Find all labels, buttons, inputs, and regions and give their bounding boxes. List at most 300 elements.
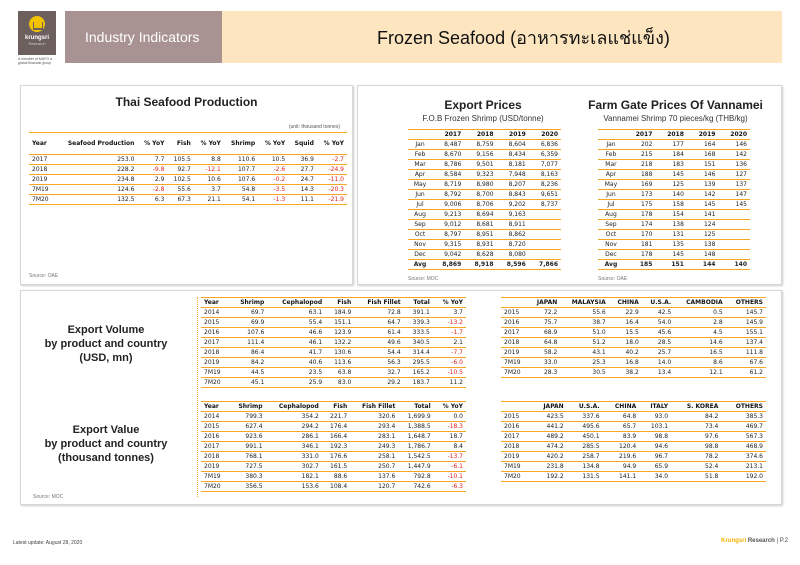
cell-value: 55.6 bbox=[560, 308, 608, 318]
cell-value: 33.0 bbox=[528, 358, 560, 368]
cell-value: 799.3 bbox=[229, 412, 266, 422]
cell-value: 42.5 bbox=[642, 308, 674, 318]
cell-value: 10.6 bbox=[194, 175, 224, 185]
row-label: 2018 bbox=[501, 442, 531, 452]
cell-value: 8,792 bbox=[432, 190, 464, 200]
cell-value: 7,077 bbox=[529, 160, 561, 170]
table-row bbox=[408, 170, 561, 180]
table-row bbox=[598, 210, 750, 220]
cell-value: 166.4 bbox=[322, 432, 350, 442]
cell-value: 63.1 bbox=[267, 308, 325, 318]
cell-value: 132.5 bbox=[55, 195, 138, 205]
cell-value: 137 bbox=[718, 180, 750, 190]
cell-value: 1,786.7 bbox=[398, 442, 433, 452]
cell-value: 6.3 bbox=[137, 195, 167, 205]
cell-value: 88.6 bbox=[322, 472, 350, 482]
table-row bbox=[408, 200, 561, 210]
cell-value: 54.4 bbox=[354, 348, 403, 358]
cell-value: 11.2 bbox=[433, 378, 466, 388]
table-row bbox=[408, 140, 561, 150]
cell-value: 249.3 bbox=[350, 442, 398, 452]
table-row bbox=[598, 240, 750, 250]
cell-value: 8,918 bbox=[464, 260, 496, 270]
production-unit: (unit: thousand tonnes) bbox=[288, 124, 340, 130]
farm-prices-title: Farm Gate Prices Of Vannamei bbox=[588, 98, 763, 112]
row-label: Jun bbox=[598, 190, 624, 200]
production-panel bbox=[20, 85, 353, 285]
cell-value: 8,931 bbox=[464, 240, 496, 250]
column-header bbox=[501, 402, 531, 412]
row-label: Avg bbox=[598, 260, 624, 270]
column-header: % YoY bbox=[433, 298, 466, 308]
cell-value: 68.9 bbox=[528, 328, 560, 338]
table-row bbox=[201, 452, 466, 462]
cell-value: 331.0 bbox=[266, 452, 322, 462]
cell-value: 83.0 bbox=[325, 378, 354, 388]
cell-value: 8,236 bbox=[529, 180, 561, 190]
row-label: 2017 bbox=[201, 338, 229, 348]
cell-value: 105.5 bbox=[167, 155, 193, 165]
table-row bbox=[201, 462, 466, 472]
cell-value: 146 bbox=[687, 170, 719, 180]
farm-prices-subtitle: Vannamei Shrimp 70 pieces/kg (THB/kg) bbox=[603, 114, 748, 123]
cell-value: 38.2 bbox=[609, 368, 642, 378]
column-header: Fish bbox=[167, 133, 193, 155]
table-row bbox=[598, 140, 750, 150]
row-label: 7M19 bbox=[501, 358, 528, 368]
cell-value: -7.7 bbox=[433, 348, 466, 358]
row-label: Dec bbox=[598, 250, 624, 260]
cell-value: 184.9 bbox=[325, 308, 354, 318]
cell-value: 253.0 bbox=[55, 155, 138, 165]
cell-value: -10.5 bbox=[433, 368, 466, 378]
cell-value bbox=[529, 240, 561, 250]
cell-value: 450.1 bbox=[567, 432, 603, 442]
cell-value: 145 bbox=[687, 200, 719, 210]
cell-value: 215 bbox=[624, 150, 656, 160]
row-label: 2016 bbox=[201, 432, 229, 442]
table-row bbox=[201, 472, 466, 482]
cell-value: 151.1 bbox=[325, 318, 354, 328]
cell-value: 123.9 bbox=[325, 328, 354, 338]
cell-value: 145.9 bbox=[726, 318, 766, 328]
cell-value: 2.8 bbox=[674, 318, 725, 328]
cell-value: 11.1 bbox=[288, 195, 317, 205]
cell-value: 92.7 bbox=[167, 165, 193, 175]
cell-value: 84.2 bbox=[671, 412, 721, 422]
logo-name: krungsri bbox=[24, 35, 49, 41]
row-label: Avg bbox=[408, 260, 432, 270]
cell-value: 63.8 bbox=[325, 368, 354, 378]
latest-update: Latest update: August 28, 2020 bbox=[13, 540, 83, 546]
cell-value: 67.3 bbox=[167, 195, 193, 205]
table-row bbox=[408, 160, 561, 170]
cell-value: -24.9 bbox=[317, 165, 347, 175]
row-label: Oct bbox=[408, 230, 432, 240]
cell-value: 45.6 bbox=[642, 328, 674, 338]
cell-value: 46.1 bbox=[267, 338, 325, 348]
table-row bbox=[598, 190, 750, 200]
cell-value: 64.8 bbox=[603, 412, 640, 422]
cell-value: 9,315 bbox=[432, 240, 464, 250]
cell-value: 221.7 bbox=[322, 412, 350, 422]
cell-value: 64.8 bbox=[528, 338, 560, 348]
cell-value: -21.9 bbox=[317, 195, 347, 205]
row-label: 2019 bbox=[501, 452, 531, 462]
cell-value: 8,843 bbox=[497, 190, 529, 200]
cell-value: 174 bbox=[624, 220, 656, 230]
cell-value: 293.4 bbox=[350, 422, 398, 432]
cell-value: 170 bbox=[624, 230, 656, 240]
cell-value: 51.8 bbox=[671, 472, 721, 482]
cell-value: 1,648.7 bbox=[398, 432, 433, 442]
export-volume-label-2: by product and country bbox=[44, 338, 168, 350]
cell-value: 258.7 bbox=[567, 452, 603, 462]
row-label: 2019 bbox=[501, 348, 528, 358]
table-row bbox=[501, 328, 766, 338]
cell-value: 9,156 bbox=[464, 150, 496, 160]
cell-value: 120.7 bbox=[350, 482, 398, 492]
cell-value: 73.4 bbox=[671, 422, 721, 432]
cell-value: 111.4 bbox=[229, 338, 267, 348]
cell-value: 374.6 bbox=[721, 452, 766, 462]
column-header: Shrimp bbox=[224, 133, 258, 155]
cell-value: -3.5 bbox=[258, 185, 288, 195]
export-value-product-table bbox=[201, 401, 466, 492]
cell-value: 130.6 bbox=[325, 348, 354, 358]
cell-value: 12.1 bbox=[674, 368, 725, 378]
cell-value: 8,487 bbox=[432, 140, 464, 150]
table-row bbox=[201, 308, 466, 318]
cell-value: 16.8 bbox=[609, 358, 642, 368]
row-label: 7M19 bbox=[29, 185, 55, 195]
column-header bbox=[501, 298, 528, 308]
cell-value: -20.3 bbox=[317, 185, 347, 195]
cell-value: 18.0 bbox=[609, 338, 642, 348]
cell-value: 61.2 bbox=[726, 368, 766, 378]
cell-value: 8,700 bbox=[464, 190, 496, 200]
cell-value: 9,501 bbox=[464, 160, 496, 170]
cell-value: -9.8 bbox=[137, 165, 167, 175]
cell-value: 173 bbox=[624, 190, 656, 200]
cell-value: 54.0 bbox=[642, 318, 674, 328]
cell-value: 285.5 bbox=[567, 442, 603, 452]
column-header: 2020 bbox=[529, 130, 561, 140]
cell-value: 103.1 bbox=[639, 422, 671, 432]
cell-value: 468.9 bbox=[721, 442, 766, 452]
cell-value: 231.8 bbox=[531, 462, 566, 472]
cell-value: 124.6 bbox=[55, 185, 138, 195]
cell-value: 2.9 bbox=[137, 175, 167, 185]
cell-value: 93.0 bbox=[639, 412, 671, 422]
cell-value: 23.5 bbox=[267, 368, 325, 378]
cell-value: 145.7 bbox=[726, 308, 766, 318]
cell-value: 4.5 bbox=[674, 328, 725, 338]
table-row bbox=[501, 318, 766, 328]
krungsri-emblem-icon bbox=[29, 16, 45, 32]
cell-value bbox=[529, 220, 561, 230]
cell-value: 8,980 bbox=[464, 180, 496, 190]
export-volume-product-table bbox=[201, 297, 466, 388]
cell-value: 7,866 bbox=[529, 260, 561, 270]
logo-sub: Research bbox=[28, 41, 46, 46]
export-value-label bbox=[21, 423, 191, 465]
cell-value: 135 bbox=[655, 240, 687, 250]
table-row bbox=[29, 165, 347, 175]
column-header: MALAYSIA bbox=[560, 298, 608, 308]
row-label: Jun bbox=[408, 190, 432, 200]
cell-value: 2.1 bbox=[433, 338, 466, 348]
cell-value: 125 bbox=[655, 180, 687, 190]
cell-value: 161.5 bbox=[322, 462, 350, 472]
cell-value: 178 bbox=[624, 210, 656, 220]
export-value-label-3: (thousand tonnes) bbox=[58, 452, 154, 464]
table-row bbox=[598, 220, 750, 230]
cell-value: 13.4 bbox=[642, 368, 674, 378]
cell-value: 96.7 bbox=[639, 452, 671, 462]
cell-value: 9,163 bbox=[497, 210, 529, 220]
cell-value: 102.5 bbox=[167, 175, 193, 185]
cell-value: -13.7 bbox=[434, 452, 466, 462]
cell-value: 140 bbox=[655, 190, 687, 200]
row-label: 7M19 bbox=[501, 462, 531, 472]
row-label: Dec bbox=[408, 250, 432, 260]
cell-value bbox=[718, 210, 750, 220]
table-row bbox=[501, 348, 766, 358]
export-volume-country-table bbox=[501, 297, 766, 378]
column-header: 2019 bbox=[687, 130, 719, 140]
cell-value: 139 bbox=[687, 180, 719, 190]
cell-value: 8,786 bbox=[432, 160, 464, 170]
cell-value: 65.9 bbox=[639, 462, 671, 472]
cell-value: 420.2 bbox=[531, 452, 566, 462]
export-prices-subtitle: F.O.B Frozen Shrimp (USD/tonne) bbox=[422, 114, 544, 123]
export-volume-label-3: (USD, mn) bbox=[79, 352, 133, 364]
table-row bbox=[501, 358, 766, 368]
cell-value: 113.6 bbox=[325, 358, 354, 368]
table-row bbox=[501, 452, 766, 462]
column-header: 2017 bbox=[624, 130, 656, 140]
export-value-country-table bbox=[501, 401, 766, 482]
cell-value: 169 bbox=[624, 180, 656, 190]
production-table bbox=[29, 132, 347, 205]
cell-value: 218 bbox=[624, 160, 656, 170]
cell-value: 9,012 bbox=[432, 220, 464, 230]
column-header: 2019 bbox=[497, 130, 529, 140]
table-row bbox=[598, 250, 750, 260]
cell-value: 141 bbox=[687, 210, 719, 220]
cell-value: 8,720 bbox=[497, 240, 529, 250]
cell-value bbox=[718, 220, 750, 230]
export-prices-source: Source: MOC bbox=[408, 276, 439, 282]
cell-value: 9,006 bbox=[432, 200, 464, 210]
table-row bbox=[201, 442, 466, 452]
cell-value: 792.8 bbox=[398, 472, 433, 482]
cell-value: 94.9 bbox=[603, 462, 640, 472]
cell-value: 40.6 bbox=[267, 358, 325, 368]
cell-value: 176.4 bbox=[322, 422, 350, 432]
table-row bbox=[408, 230, 561, 240]
cell-value: 41.7 bbox=[267, 348, 325, 358]
cell-value: 136 bbox=[718, 160, 750, 170]
prices-panel bbox=[357, 85, 782, 285]
column-header: Fish Fillet bbox=[354, 298, 403, 308]
table-row bbox=[598, 180, 750, 190]
cell-value: 991.1 bbox=[229, 442, 266, 452]
cell-value: 192.0 bbox=[721, 472, 766, 482]
cell-value: 283.1 bbox=[350, 432, 398, 442]
cell-value: 295.5 bbox=[404, 358, 433, 368]
row-label: 7M20 bbox=[501, 368, 528, 378]
cell-value: 28.3 bbox=[528, 368, 560, 378]
cell-value: 22.9 bbox=[609, 308, 642, 318]
cell-value: 21.1 bbox=[194, 195, 224, 205]
table-row bbox=[201, 482, 466, 492]
cell-value: 72.2 bbox=[528, 308, 560, 318]
exports-panel bbox=[20, 290, 782, 505]
cell-value: 8,737 bbox=[529, 200, 561, 210]
cell-value: 234.8 bbox=[55, 175, 138, 185]
farm-prices-table bbox=[598, 129, 750, 270]
row-label: 7M19 bbox=[201, 368, 229, 378]
cell-value: -6.3 bbox=[434, 482, 466, 492]
row-label: Sep bbox=[598, 220, 624, 230]
row-label: Apr bbox=[598, 170, 624, 180]
column-header: Year bbox=[29, 133, 55, 155]
cell-value: 49.6 bbox=[354, 338, 403, 348]
cell-value: 8,596 bbox=[497, 260, 529, 270]
row-label: 2016 bbox=[501, 422, 531, 432]
cell-value: 314.4 bbox=[404, 348, 433, 358]
section-header: Industry Indicators bbox=[65, 11, 222, 63]
cell-value: 1,542.5 bbox=[398, 452, 433, 462]
row-label: Feb bbox=[408, 150, 432, 160]
cell-value: 8,207 bbox=[497, 180, 529, 190]
page-title: Frozen Seafood (อาหารทะเลแช่แข็ง) bbox=[222, 11, 782, 63]
cell-value: 320.6 bbox=[350, 412, 398, 422]
cell-value: 183 bbox=[655, 160, 687, 170]
cell-value: 8,719 bbox=[432, 180, 464, 190]
export-prices-table bbox=[408, 129, 561, 270]
cell-value: 134.8 bbox=[567, 462, 603, 472]
export-volume-label bbox=[21, 323, 191, 365]
cell-value: 32.7 bbox=[354, 368, 403, 378]
cell-value: -2.7 bbox=[317, 155, 347, 165]
cell-value: 183.7 bbox=[404, 378, 433, 388]
cell-value: 182.1 bbox=[266, 472, 322, 482]
column-header: Total bbox=[404, 298, 433, 308]
column-header: 2018 bbox=[464, 130, 496, 140]
cell-value: -0.2 bbox=[258, 175, 288, 185]
cell-value: 94.6 bbox=[639, 442, 671, 452]
cell-value: -2.8 bbox=[137, 185, 167, 195]
cell-value: 3.7 bbox=[194, 185, 224, 195]
row-label: 2015 bbox=[501, 412, 531, 422]
row-label: Nov bbox=[598, 240, 624, 250]
cell-value: 44.5 bbox=[229, 368, 267, 378]
cell-value: 98.8 bbox=[639, 432, 671, 442]
cell-value: 51.2 bbox=[560, 338, 608, 348]
cell-value: 61.4 bbox=[354, 328, 403, 338]
cell-value: 55.6 bbox=[167, 185, 193, 195]
column-header: CHINA bbox=[603, 402, 640, 412]
column-header: % YoY bbox=[317, 133, 347, 155]
row-label: 7M20 bbox=[501, 472, 531, 482]
row-label: 2016 bbox=[501, 318, 528, 328]
table-row bbox=[501, 368, 766, 378]
table-row bbox=[29, 195, 347, 205]
cell-value: 469.7 bbox=[721, 422, 766, 432]
cell-value: 9,651 bbox=[529, 190, 561, 200]
table-row bbox=[201, 328, 466, 338]
cell-value: 385.3 bbox=[721, 412, 766, 422]
table-row bbox=[598, 230, 750, 240]
cell-value: 8,759 bbox=[464, 140, 496, 150]
cell-value bbox=[718, 250, 750, 260]
cell-value: 24.7 bbox=[288, 175, 317, 185]
cell-value: 8,670 bbox=[432, 150, 464, 160]
row-label: Feb bbox=[598, 150, 624, 160]
cell-value: -11.0 bbox=[317, 175, 347, 185]
cell-value: 98.8 bbox=[671, 442, 721, 452]
cell-value: 54.8 bbox=[224, 185, 258, 195]
cell-value: 8,181 bbox=[497, 160, 529, 170]
column-header: CAMBODIA bbox=[674, 298, 725, 308]
cell-value: 8,694 bbox=[464, 210, 496, 220]
cell-value: 30.5 bbox=[560, 368, 608, 378]
footer-brand-name: Krungsri bbox=[721, 538, 747, 544]
row-label: Nov bbox=[408, 240, 432, 250]
column-header: Year bbox=[201, 298, 229, 308]
row-label: 2017 bbox=[501, 328, 528, 338]
row-label: 7M19 bbox=[201, 472, 229, 482]
cell-value: 337.6 bbox=[567, 412, 603, 422]
cell-value: 356.5 bbox=[229, 482, 266, 492]
cell-value: 8,080 bbox=[497, 250, 529, 260]
cell-value: 46.6 bbox=[267, 328, 325, 338]
cell-value: 155.1 bbox=[726, 328, 766, 338]
cell-value: 15.5 bbox=[609, 328, 642, 338]
cell-value bbox=[529, 230, 561, 240]
column-header: Shrimp bbox=[229, 298, 267, 308]
cell-value: 8.6 bbox=[674, 358, 725, 368]
cell-value: 8,706 bbox=[464, 200, 496, 210]
cell-value: 45.1 bbox=[229, 378, 267, 388]
cell-value: 110.6 bbox=[224, 155, 258, 165]
column-header: 2017 bbox=[432, 130, 464, 140]
export-volume-label-1: Export Volume bbox=[67, 324, 145, 336]
footer-brand bbox=[721, 538, 788, 544]
row-label: 2015 bbox=[501, 308, 528, 318]
section-divider bbox=[197, 297, 198, 497]
column-header: JAPAN bbox=[528, 298, 560, 308]
cell-value: 168 bbox=[687, 150, 719, 160]
cell-value: 124 bbox=[687, 220, 719, 230]
cell-value: 8,862 bbox=[497, 230, 529, 240]
cell-value: 6,359 bbox=[529, 150, 561, 160]
cell-value: 0.0 bbox=[434, 412, 466, 422]
row-label: Apr bbox=[408, 170, 432, 180]
column-header: OTHERS bbox=[721, 402, 766, 412]
cell-value: 1,447.9 bbox=[398, 462, 433, 472]
column-header: S. KOREA bbox=[671, 402, 721, 412]
cell-value: 120.4 bbox=[603, 442, 640, 452]
table-row bbox=[408, 250, 561, 260]
column-header: Total bbox=[398, 402, 433, 412]
cell-value: 127 bbox=[718, 170, 750, 180]
cell-value: -1.7 bbox=[433, 328, 466, 338]
column-header: Cephalopod bbox=[266, 402, 322, 412]
